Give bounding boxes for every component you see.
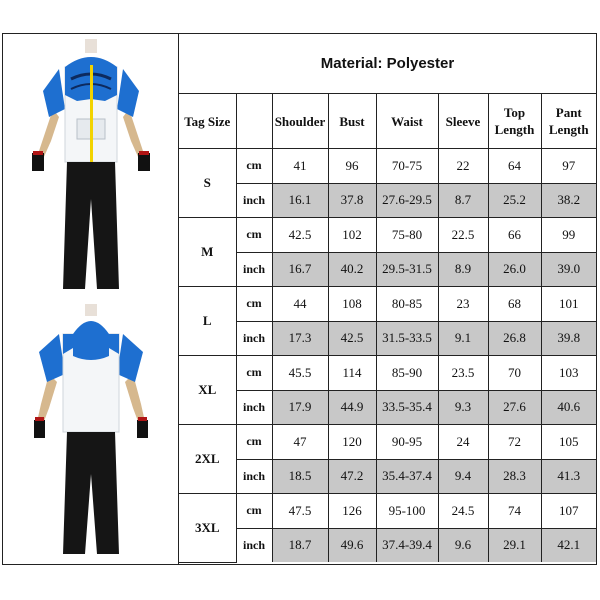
table-row	[179, 390, 596, 425]
measure-cell: 16.7	[272, 252, 328, 287]
size-chart-frame	[2, 33, 597, 565]
table-row	[179, 218, 596, 253]
measure-cell: 49.6	[328, 528, 376, 562]
measure-cell: 38.2	[541, 183, 596, 218]
measure-cell: 39.0	[541, 252, 596, 287]
table-row	[179, 149, 596, 184]
measure-cell: 80-85	[376, 287, 438, 322]
measure-cell: 24	[438, 425, 488, 460]
measure-cell: 17.9	[272, 390, 328, 425]
size-table	[179, 94, 596, 563]
measure-cell: 33.5-35.4	[376, 390, 438, 425]
measure-cell: 47.2	[328, 459, 376, 494]
unit-label: inch	[236, 252, 272, 287]
measure-cell: 95-100	[376, 494, 438, 529]
measure-cell: 44.9	[328, 390, 376, 425]
table-row	[179, 183, 596, 218]
header-sleeve: Sleeve	[438, 94, 488, 149]
measure-cell: 35.4-37.4	[376, 459, 438, 494]
measure-cell: 25.2	[488, 183, 541, 218]
measure-cell: 66	[488, 218, 541, 253]
unit-label: cm	[236, 494, 272, 529]
unit-label: inch	[236, 183, 272, 218]
measure-cell: 40.6	[541, 390, 596, 425]
measure-cell: 70-75	[376, 149, 438, 184]
unit-label: inch	[236, 390, 272, 425]
measure-cell: 23	[438, 287, 488, 322]
measure-cell: 22	[438, 149, 488, 184]
measure-cell: 74	[488, 494, 541, 529]
unit-label: cm	[236, 425, 272, 460]
header-bust: Bust	[328, 94, 376, 149]
header-top-length: Top Length	[488, 94, 541, 149]
costume-back-photo	[13, 304, 169, 559]
size-label: 3XL	[179, 494, 236, 563]
measure-cell: 37.4-39.4	[376, 528, 438, 562]
measure-cell: 29.5-31.5	[376, 252, 438, 287]
measure-cell: 28.3	[488, 459, 541, 494]
header-pant-length: Pant Length	[541, 94, 596, 149]
measure-cell: 85-90	[376, 356, 438, 391]
unit-label: cm	[236, 356, 272, 391]
measure-cell: 42.5	[272, 218, 328, 253]
table-row	[179, 494, 596, 529]
costume-front-photo	[13, 39, 169, 294]
measure-cell: 27.6-29.5	[376, 183, 438, 218]
measure-cell: 9.3	[438, 390, 488, 425]
measure-cell: 8.7	[438, 183, 488, 218]
unit-label: cm	[236, 149, 272, 184]
unit-label: inch	[236, 528, 272, 562]
measure-cell: 44	[272, 287, 328, 322]
measure-cell: 24.5	[438, 494, 488, 529]
measure-cell: 126	[328, 494, 376, 529]
measure-cell: 41.3	[541, 459, 596, 494]
measure-cell: 72	[488, 425, 541, 460]
measure-cell: 40.2	[328, 252, 376, 287]
table-row	[179, 459, 596, 494]
header-unit	[236, 94, 272, 149]
measure-cell: 17.3	[272, 321, 328, 356]
measure-cell: 47.5	[272, 494, 328, 529]
measure-cell: 97	[541, 149, 596, 184]
measure-cell: 9.6	[438, 528, 488, 562]
measure-cell: 70	[488, 356, 541, 391]
size-table-area	[179, 34, 596, 564]
measure-cell: 9.4	[438, 459, 488, 494]
measure-cell: 47	[272, 425, 328, 460]
header-row	[179, 94, 596, 149]
measure-cell: 37.8	[328, 183, 376, 218]
unit-label: inch	[236, 321, 272, 356]
measure-cell: 105	[541, 425, 596, 460]
unit-label: inch	[236, 459, 272, 494]
measure-cell: 120	[328, 425, 376, 460]
measure-cell: 101	[541, 287, 596, 322]
measure-cell: 26.0	[488, 252, 541, 287]
measure-cell: 9.1	[438, 321, 488, 356]
table-row	[179, 425, 596, 460]
header-shoulder: Shoulder	[272, 94, 328, 149]
measure-cell: 23.5	[438, 356, 488, 391]
measure-cell: 102	[328, 218, 376, 253]
size-label: L	[179, 287, 236, 356]
measure-cell: 42.1	[541, 528, 596, 562]
measure-cell: 68	[488, 287, 541, 322]
header-tag-size: Tag Size	[179, 94, 236, 149]
size-label: M	[179, 218, 236, 287]
measure-cell: 39.8	[541, 321, 596, 356]
unit-label: cm	[236, 218, 272, 253]
measure-cell: 75-80	[376, 218, 438, 253]
size-label: S	[179, 149, 236, 218]
measure-cell: 8.9	[438, 252, 488, 287]
measure-cell: 99	[541, 218, 596, 253]
measure-cell: 42.5	[328, 321, 376, 356]
measure-cell: 31.5-33.5	[376, 321, 438, 356]
measure-cell: 41	[272, 149, 328, 184]
measure-cell: 45.5	[272, 356, 328, 391]
table-row	[179, 356, 596, 391]
table-row	[179, 528, 596, 562]
measure-cell: 107	[541, 494, 596, 529]
measure-cell: 64	[488, 149, 541, 184]
table-row	[179, 287, 596, 322]
measure-cell: 18.7	[272, 528, 328, 562]
measure-cell: 108	[328, 287, 376, 322]
measure-cell: 103	[541, 356, 596, 391]
table-row	[179, 252, 596, 287]
measure-cell: 26.8	[488, 321, 541, 356]
size-label: 2XL	[179, 425, 236, 494]
measure-cell: 18.5	[272, 459, 328, 494]
measure-cell: 114	[328, 356, 376, 391]
material-title: Material: Polyester	[179, 34, 596, 94]
measure-cell: 29.1	[488, 528, 541, 562]
measure-cell: 22.5	[438, 218, 488, 253]
measure-cell: 27.6	[488, 390, 541, 425]
measure-cell: 16.1	[272, 183, 328, 218]
table-row	[179, 321, 596, 356]
measure-cell: 96	[328, 149, 376, 184]
product-photos	[3, 34, 179, 564]
size-label: XL	[179, 356, 236, 425]
unit-label: cm	[236, 287, 272, 322]
measure-cell: 90-95	[376, 425, 438, 460]
header-waist: Waist	[376, 94, 438, 149]
